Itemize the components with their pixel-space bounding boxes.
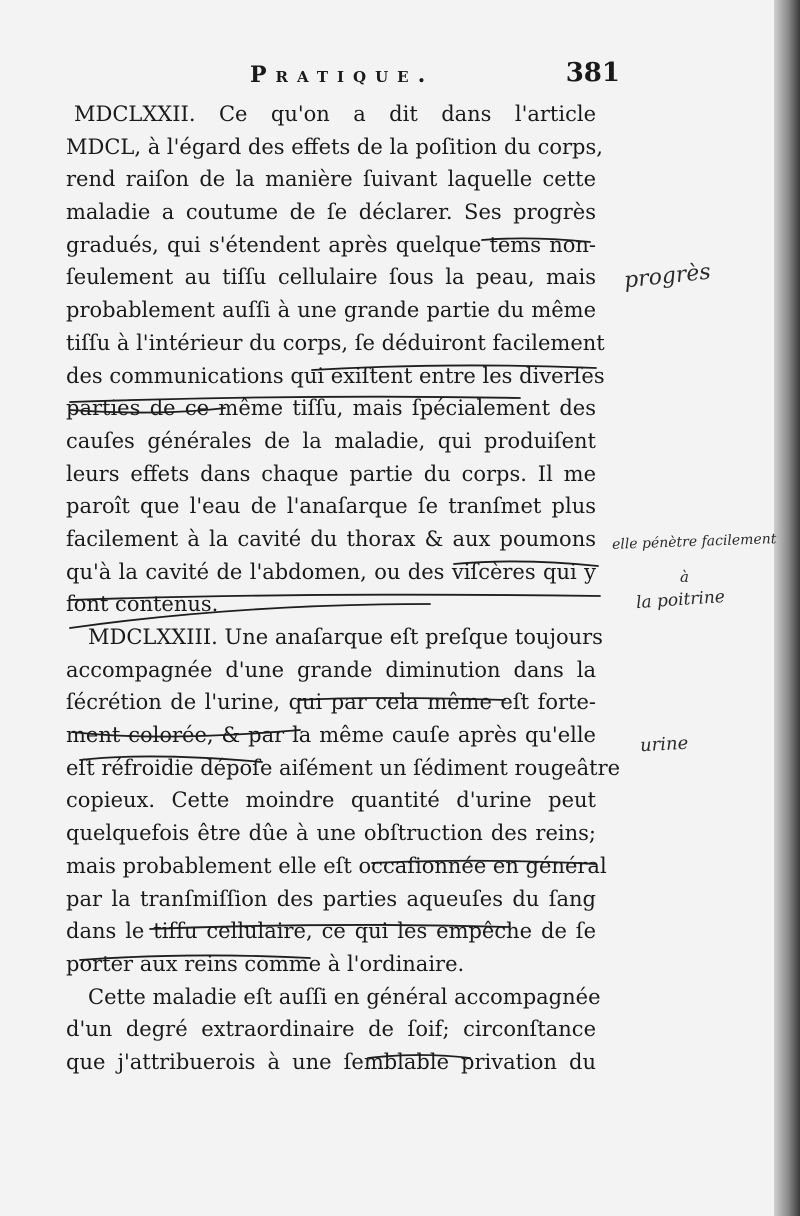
text-line: accompagnée d'une grande diminution dans la	[66, 657, 596, 682]
margin-note-5: urine	[639, 732, 689, 757]
text-line: facilement à la cavité du thorax & aux poumons	[66, 526, 596, 551]
text-line: d'un degré extraordinaire de ſoif; circonſtance	[66, 1017, 596, 1042]
text-line: dans le tiſſu cellulaire, ce qui les empêche de ſe	[66, 919, 596, 944]
underline-stroke	[300, 698, 505, 700]
underline-stroke	[454, 561, 598, 566]
text-line: eſt réfroidie dépoſe aiſément un ſédiment rougeâtre	[66, 755, 621, 780]
text-line: leurs effets dans chaque partie du corps. Il me	[66, 461, 596, 486]
running-head: Pratique.	[250, 62, 435, 88]
text-line: cauſes générales de la maladie, qui produiſent	[66, 428, 596, 453]
text-line: qu'à la cavité de l'abdomen, ou des viſcères qui y	[66, 559, 596, 584]
underline-stroke	[80, 756, 262, 762]
text-line: des communications qui exiſtent entre les diverſes	[66, 363, 605, 388]
underline-stroke	[70, 604, 430, 628]
text-line: parties de ce même tiſſu, mais ſpécialement des	[66, 396, 596, 421]
text-line: gradués, qui s'étendent après quelque tems non-	[66, 232, 596, 257]
underline-stroke	[150, 925, 510, 929]
margin-note-1: progrès	[622, 259, 712, 294]
text-line: porter aux reins comme à l'ordinaire.	[66, 951, 465, 976]
text-line: maladie a coutume de ſe déclarer. Ses progrès	[66, 200, 596, 225]
text-line: ſécrétion de l'urine, qui par cela même eſt forte-	[66, 690, 596, 715]
text-line: copieux. Cette moindre quantité d'urine peut	[66, 788, 596, 813]
page-number: 381	[565, 58, 620, 88]
underline-stroke	[372, 861, 596, 864]
underline-stroke	[70, 408, 225, 413]
text-line: par la tranſmiſſion des parties aqueuſes du ſang	[66, 886, 596, 911]
margin-note-2: elle pénètre facilement	[611, 531, 777, 553]
text-line: Cette maladie eſt auſſi en général accompagnée	[88, 984, 601, 1009]
text-line: ſont contenus.	[66, 592, 219, 617]
underline-stroke	[312, 365, 596, 370]
text-line: que j'attribuerois à une ſemblable privation du	[66, 1049, 596, 1074]
text-line: mais probablement elle eſt occaſionnée en général	[66, 853, 607, 878]
text-line: ſeulement au tiſſu cellulaire ſous la peau, mais	[66, 265, 596, 290]
underline-stroke	[80, 955, 310, 960]
text-line: quelquefois être dûe à une obſtruction des reins;	[66, 821, 596, 846]
text-line: MDCLXXII. Ce qu'on a dit dans l'article	[74, 102, 596, 126]
underline-stroke	[70, 397, 520, 402]
text-line: rend raiſon de la manière ſuivant laquelle cette	[66, 167, 596, 192]
text-line: MDCL, à l'égard des effets de la poſition du corps,	[66, 134, 603, 159]
text-line: ment colorée, & par la même cauſe après qu'elle	[66, 723, 596, 748]
text-line: paroît que l'eau de l'anaſarque ſe tranſmet plus	[66, 494, 596, 519]
margin-note-3: à	[680, 568, 689, 586]
margin-note-4: la poitrine	[635, 586, 726, 614]
underline-stroke	[368, 1055, 470, 1058]
text-line: probablement auſſi à une grande partie du même	[66, 298, 596, 323]
text-line: MDCLXXIII. Une anaſarque eſt preſque toujours	[88, 625, 603, 649]
underline-stroke	[70, 595, 600, 600]
underline-stroke	[482, 238, 590, 242]
underline-stroke	[72, 730, 300, 737]
text-line: tiſſu à l'intérieur du corps, ſe déduiront facilement	[66, 330, 605, 355]
